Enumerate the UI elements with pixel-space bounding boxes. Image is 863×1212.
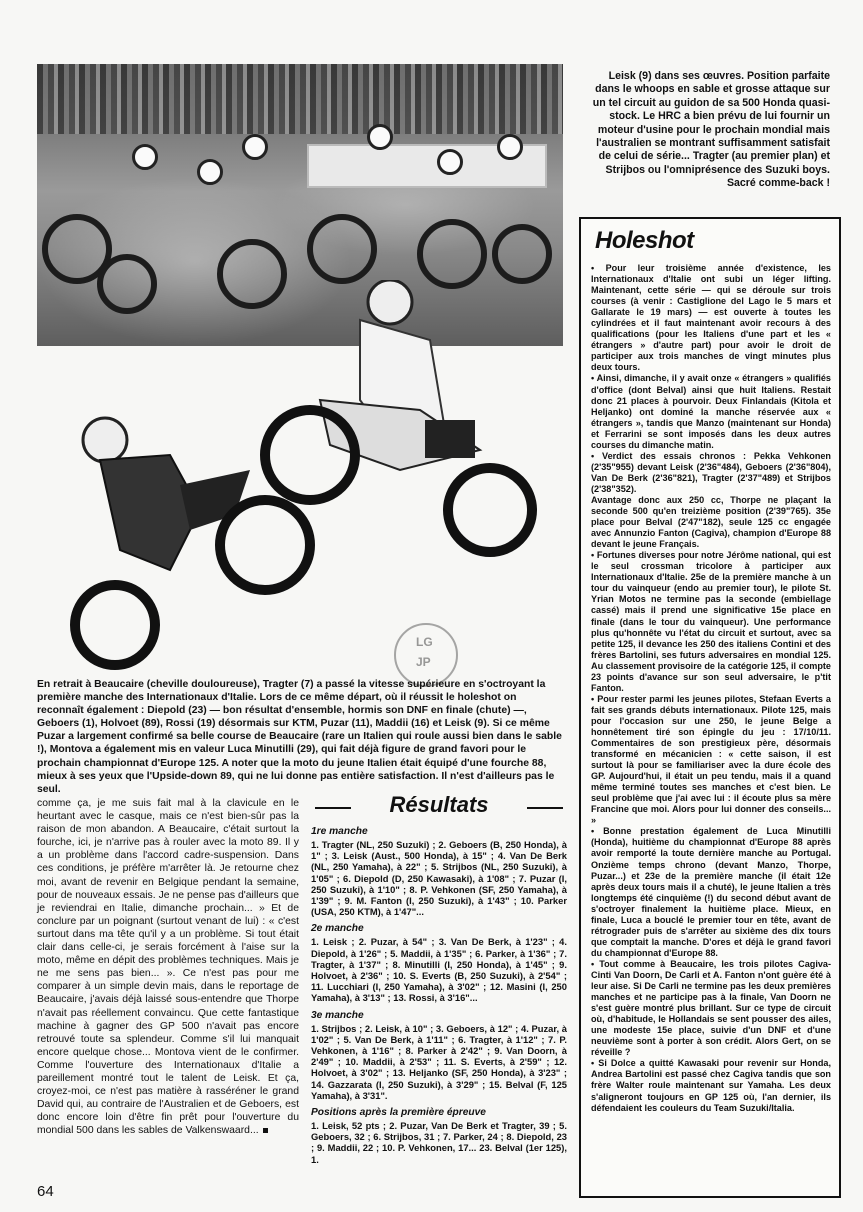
results-body-race1: 1. Tragter (NL, 250 Suzuki) ; 2. Geboers (B, 250 Honda), à 1" ; 3. Leisk (Aust., 500 Honda), à 15" ; 4. Van De Berk (NL, 250 Yamaha), à 22" ; 5. Strijbos (NL, 250 Suzuki), à 1'05" ; 6. Diepold (D, 250 Kawasaki), à 1'08" ; 7. Puzar (I, 250 Suzuki), à 1'10" ; 8. P. Vehkonen (SF, 250 Yamaha), à 1'39" ; 9. M. Fanton (I, 250 Suzuki), à 1'43" ; 10. Parker (USA, 250 KTM), à 1'47"... (311, 839, 567, 918)
rider-helmet (367, 124, 393, 150)
article-body (37, 797, 299, 1137)
results-heading-race1: 1re manche (311, 826, 368, 837)
holeshot-body: • Pour leur troisième année d'existence, les Internationaux d'Italie ont subi un léger lifting. Maintenant, cette série — qui se déroule sur trois courses (à venir : Castiglione del Lago le 5 mars et Gallarate le 19 mars) — est ouverte à toutes les cylindrées et il faut maintenant avoir recours à des qualifications (pour les Italiens d'une part et les « étrangers » d'autre part) pour avoir le droit de participer aux trois manches de vingt minutes plus deux tours. • Ainsi, dimanche, il y avait onze « étrangers » qualifiés d'office (dont Belval) ainsi que huit Italiens. Restait donc 21 places à pourvoir. Deux Finlandais (Kitola et Heljanko) ont dominé la manche réservée aux « étrangers », tandis que Manzo (maintenant sur Honda) et Ferrarini se sont imposés dans les deux autres courses du dimanche matin. • Verdict des essais chronos : Pekka Vehkonen (2'35"955) devant Leisk (2'36"484), Geboers (2'36"804), Van De Berk (2'36"821), Tragter (2'37"489) et Strijbos (2'38"352). Avantage donc aux 250 cc, Thorpe ne plaçant la seconde 500 qu'en treizième position (2'39"765). 35e place pour Belval (2'47"182), seule 125 cc engagée avec Annunzio Fanton (Cagiva), champion d'Europe 88 devant le jeune Français. • Fortunes diverses pour notre Jérôme national, qui est le seul crossman tricolore à participer aux Internationaux d'Italie. 25e de la première manche à un tour du vainqueur (endo au premier tour), le pilote St. Yrian Motos ne termine pas la seconde (embiellage cassé) mais il prend une significative 15e place en finale (dans le tour du vainqueur). Une performance plus qu'honnête vu l'état du circuit et surtout, avec sa petite 125, il devance les 250 des italiens Contini et des frères Bartolini, ses futurs adversaires en mondial 125. Au classement provisoire de la catégorie 125, il compte 23 points d'avance sur son seul adversaire, le p'tit Fanton. • Pour rester parmi les jeunes pilotes, Stefaan Everts a fait ses grands débuts internationaux. Pilote 125, mais pour l'occasion sur une 250, le jeune Belge a honnêtement tiré son épingle du jeu : 17/10/11. Commentaires de son prestigieux père, désormais transformé en mécanicien : « cette saison, il est surtout là pour se familiariser avec la dure école des GP. Aujourd'hui, il était un peu tendu, mais il a quand même terminé toutes ses manches et c'est bien. Le seul problème que j'ai avec lui : il écoute plus sa mère Francine que moi. Alors pour lui donner des conseils... » • Bonne prestation également de Luca Minutilli (Honda), huitième du championnat d'Europe 88 après avoir remporté la toute dernière manche au Portugal. Onzième temps chrono (devant Manzo, Thorpe, Puzar...) et 23e de la première manche (il était 12e après deux tours mais il a chuté), le jeune Italien a très longtemps été cinquième (!) du second début avant de s'octroyer finalement la huitième place. Mieux, en finale, Luca a bouclé le premier tour en tête, avant de rétrograder puis de s'arrêter au sixième des dix tours que comptait la manche. D'ores et déjà le grand favori du championnat d'Europe 88. • Tout comme à Beaucaire, les trois pilotes Cagiva-Cinti Van Doorn, De Carli et A. Fanton n'ont guère été à leur aise. Si De Carli ne termine pas les deux premières manches et ne participe pas à la finale, Van Doorn ne s'est guère montré plus brillant. Sur ce type de circuit où, d'habitude, le Hollandais se sent pousser des ailes, une modeste 15e place, suivie d'un DNF et d'une neuvième sont à porter à son crédit. Alors Gert, on se réveille ? • Si Dolce a quitté Kawasaki pour revenir sur Honda, Andrea Bartolini est passé chez Cagiva tandis que son frère Walter roule maintenant sur Yamaha. Les deux s'aligneront toujours en GP 125 où, l'an dernier, ils défendaient les couleurs du Team Suzuki/Italia. (591, 263, 831, 1113)
results-heading-race2: 2e manche (311, 923, 364, 935)
holeshot-title: Holeshot (595, 227, 694, 254)
bike-wheel (217, 239, 287, 309)
results-box (311, 792, 567, 1165)
watermark-line1: LG (416, 635, 433, 649)
bike-wheel (417, 219, 487, 289)
photo-caption: En retrait à Beaucaire (cheville douloureuse), Tragter (7) a passé la vitesse supérieure en s'octroyant la première manche des Internationaux d'Italie. Lors de ce même départ, où il réussit le holeshot on reconnaît également : Diepold (23) — bon résultat d'ensemble, hormis son DNF en finale (chute) —, Geboers (1), Holvoet (89), Rossi (19) désormais sur KTM, Puzar (11), Maddii (16) et Leisk (9). Si ce même Puzar a largement confirmé sa belle course de Beaucaire (rare un Italien qui roule aussi bien dans le sable !), Montova a également mis en valeur Luca Minutilli (29), qui fait déjà figure de grand favori pour le prochain championnat d'Europe 125. A noter que la moto du jeune Italien était équipé d'une fourche 88, mieux à ses yeux que l'Upside-down 89, qui ne lui donne pas entière satisfaction. Il n'est d'ailleurs pas le seul. (37, 679, 562, 795)
results-heading-standings: Positions après la première épreuve (311, 1107, 486, 1119)
results-body-race2: 1. Leisk ; 2. Puzar, à 54" ; 3. Van De Berk, à 1'23" ; 4. Diepold, à 1'26" ; 5. Maddii, à 1'35" ; 6. Parker, à 1'36" ; 7. Tragter, à 1'37" ; 8. Minutilli (I, 250 Honda), à 1'45" ; 9. Holvoet, à 2'36" ; 10. S. Everts (B, 250 Suzuki), à 2'54" ; 11. Lucchiari (I, 250 Yamaha), à 3'02" ; 12. Masini (I, 250 Yamaha), à 3'13" ; 13. Rossi, à 3'16"... (311, 936, 567, 1004)
results-body-standings: 1. Leisk, 52 pts ; 2. Puzar, Van De Berk et Tragter, 39 ; 5. Geboers, 32 ; 6. Strijbos, 31 ; 7. Parker, 24 ; 8. Diepold, 23 ; 9. Maddii, 22 ; 10. P. Vehkonen, 17... 23. Belval (1er 125), 1. (311, 1120, 567, 1165)
article-body-text: comme ça, je me suis fait mal à la clavicule en le heurtant avec le casque, mais ce n'est bien-sûr pas la raison de mon abandon. A Beaucaire, c'était surtout la fourche, ici, je n'arrive pas à rouler avec la moto 89. Il y a un problème dans l'accord cadre-suspension. Dans ces conditions, je préfère m'arrêter là. Je retourne chez moi, avant de revenir en Belgique pendant la semaine, pour de nouveaux essais. Je ne pense pas d'ailleurs que je reviendrai en Italie, dimanche prochain... » Et de conclure par un poignant (surtout venant de lui) : « c'est surtout dans ma tête qu'il y a un problème. Si tout était clair dans celle-ci, je serais forcément à l'aise sur la moto, même en dépit des problèmes techniques. Mais je ne me sens pas bien... ». Ce n'est pas pour me comparer à un simple devin mais, dans le reportage de Beaucaire, j'avais déjà laissé sous-entendre que Thorpe n'avait pas réellement convaincu. Que cette fantastique machine à gagner des GP 500 n'avait pas encore retrouvé toute sa splendeur. Comme s'il lui manquait encore quelque chose... Montova vient de le confirmer. Comme l'ouverture des Internationaux d'Italie a pareillement montré tout le talent de Leisk. Et ça, croyez-moi, ce n'est pas matière à rasséréner le grand David qui, au contraire de l'Australien et de Geboers, est donc encore loin d'être fin prêt pour l'ouverture du mondial 500 dans les sables de Valkenswaard... (37, 798, 299, 1137)
results-body-race3: 1. Strijbos ; 2. Leisk, à 10" ; 3. Geboers, à 12" ; 4. Puzar, à 1'02" ; 5. Van De Berk, à 1'11" ; 6. Tragter, à 1'12" ; 7. P. Vehkonen, à 1'16" ; 8. Parker à 2'42" ; 9. Van Doorn, à 2'49" ; 10. Maddii, à 2'53" ; 11. S. Everts, à 2'59" ; 12. Holvoet, à 3'02" ; 13. Heljanko (SF, 250 Honda), à 3'23" ; 14. Gazzarata (I, 250 Suzuki), à 3'29" ; 15. Belval (F, 125 Yamaha), à 3'31". (311, 1022, 567, 1101)
bike-wheel (307, 214, 377, 284)
bike-wheel (492, 224, 552, 284)
rider-helmet (242, 134, 268, 160)
photo-start-line (37, 64, 563, 346)
rider-helmet (497, 134, 523, 160)
photo-crowd (37, 64, 563, 134)
watermark-line2: JP (416, 655, 431, 669)
rider-helmet (132, 144, 158, 170)
rider-helmet (197, 159, 223, 185)
page-number: 64 (37, 1183, 54, 1200)
holeshot-sidebar (579, 217, 841, 1198)
rider-helmet (437, 149, 463, 175)
lead-photo-caption: Leisk (9) dans ses œuvres. Position parfaite dans le whoops en sable et grosse attaque sur un tel circuit au guidon de sa 500 Honda quasi-stock. Le HRC a bien prévu de lui fournir un moteur d'usine pour le prochain mondial mais l'australien se montrant suffisamment satisfait de celui de série... Tragter (au premier plan) et Strijbos ou l'omniprésence des Suzuki boys. Sacré comme-back ! (592, 70, 830, 190)
bike-wheel (97, 254, 157, 314)
results-title: Résultats (311, 792, 567, 818)
rider-29 (75, 418, 310, 665)
results-heading-race3: 3e manche (311, 1009, 364, 1021)
end-mark (263, 1128, 268, 1133)
